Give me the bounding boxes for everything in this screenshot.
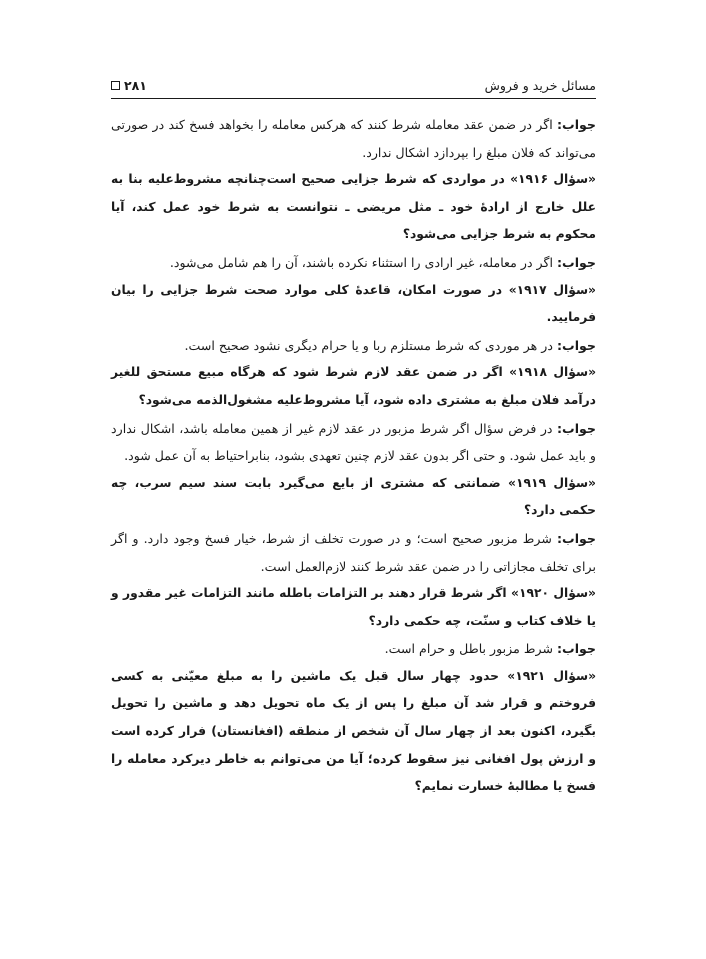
question-paragraph [111,359,596,414]
question-text: اگر شرط قرار دهند بر التزامات باطله مانند التزامات غیر مقدور و یا خلاف کتاب و سنّت، چه حکمی دارد؟ [111,586,596,628]
answer-paragraph [111,415,596,470]
answer-paragraph [111,635,596,663]
question-paragraph [111,166,596,249]
question-paragraph [111,580,596,635]
answer-label: جواب: [557,641,596,657]
page-number: ۲۸۱ [124,78,147,93]
question-number: «سؤال ۱۹۱۹» [508,475,596,490]
question-number: «سؤال ۱۹۱۸» [509,365,597,380]
page-header [111,78,596,99]
page-body [111,111,596,801]
answer-text: اگر در ضمن عقد معامله شرط کنند که هرکس معامله را بخواهد فسخ کند در صورتی می‌تواند که فلان مبلغ را بپردازد اشکال ندارد. [111,117,596,160]
question-number: «سؤال ۱۹۲۱» [507,668,597,683]
square-icon [111,81,120,90]
answer-text: اگر در معامله، غیر ارادی را استثناء نکرده باشند، آن را هم شامل می‌شود. [169,254,553,270]
question-paragraph [111,470,596,525]
question-text: ضمانتی که مشتری از بایع می‌گیرد بابت سند سیم سرب، چه حکمی دارد؟ [111,475,596,518]
answer-text: شرط مزبور صحیح است؛ و در صورت تخلف از شرط، خیار فسخ وجود دارد. و اگر برای تخلف مجازاتی را در ضمن عقد شرط کنند لازم‌العمل است. [111,530,596,574]
question-text: در صورت امکان، قاعدهٔ کلی موارد صحت شرط جزایی را بیان فرمایید. [111,282,596,325]
answer-label: جواب: [557,530,596,546]
question-text: در مواردی که شرط جزایی صحیح است‌چنانچه مشروط‌علیه بنا به علل خارج از ارادهٔ خود ـ مثل مریضی ـ نتوانست به شرط خود عمل کند، آیا محکوم به شرط جزایی می‌شود؟ [111,172,596,242]
question-text: حدود چهار سال قبل یک ماشین را به مبلغ معیّنی به کسی فروختم و قرار شد آن مبلغ را پس از یک ماه تحویل دهد و ماشین را تحویل بگیرد، اکنون بعد از چهار سال آن شخص از منطقه (افغانستان) فرار کرده است و ارزش پول افغانی نیز سقوط کرده؛ آیا من می‌توانم به خاطر دیرکرد معامله را فسخ یا مطالبهٔ خسارت نمایم؟ [111,668,596,794]
answer-paragraph [111,249,596,277]
answer-paragraph [111,332,596,360]
answer-label: جواب: [557,420,596,436]
answer-paragraph [111,111,596,166]
question-number: «سؤال ۱۹۱۷» [508,282,596,297]
question-text: اگر در ضمن عقد لازم شرط شود که هرگاه مبیع مستحق للغیر درآمد فلان مبلغ به مشتری داده شود، آیا مشروط‌علیه مشغول‌الذمه می‌شود؟ [111,365,596,407]
running-title: مسائل خرید و فروش [484,78,596,93]
question-paragraph [111,277,596,332]
answer-paragraph [111,525,596,580]
question-number: «سؤال ۱۹۲۰» [511,586,596,601]
answer-label: جواب: [557,117,596,132]
answer-text: در هر موردی که شرط مستلزم ربا و یا حرام دیگری نشود صحیح است. [184,337,553,353]
answer-label: جواب: [557,337,596,353]
page-number-block [111,78,147,93]
question-number: «سؤال ۱۹۱۶» [510,172,596,187]
question-paragraph [111,663,596,801]
answer-text: در فرض سؤال اگر شرط مزبور در عقد لازم غیر از همین معامله باشد، اشکال ندارد و باید عمل شود. و حتی اگر بدون عقد لازم چنین تعهدی بشود، بنابراحتیاط به آن عمل شود. [111,420,596,464]
book-page [111,78,596,801]
answer-text: شرط مزبور باطل و حرام است. [384,641,553,657]
answer-label: جواب: [557,254,596,270]
